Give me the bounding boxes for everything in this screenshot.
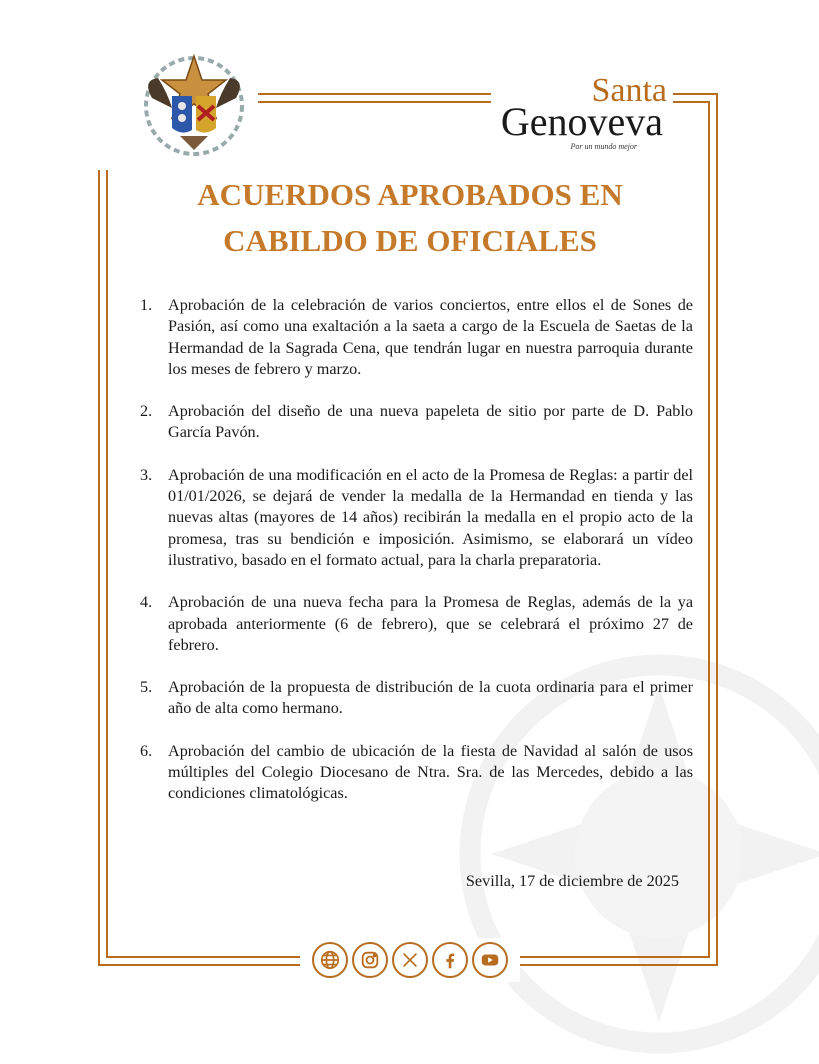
signature-date: Sevilla, 17 de diciembre de 2025 [465,872,679,890]
list-item [140,401,693,444]
globe-icon[interactable] [312,942,348,978]
brand-santa: Santa [591,72,667,109]
x-icon[interactable] [392,942,428,978]
youtube-icon[interactable] [472,942,508,978]
facebook-icon[interactable] [432,942,468,978]
item-number: 4. [140,593,153,612]
brand-logo [491,74,673,151]
item-text: Aprobación de la propuesta de distribución de la cuota ordinaria para el primer año de alta como hermano. [168,678,693,718]
item-text: Aprobación del diseño de una nueva papeleta de sitio por parte de D. Pablo García Pavón. [168,402,693,442]
item-text: Aprobación de una nueva fecha para la Promesa de Reglas, además de la ya aprobada anteriormente (6 de febrero), que se celebrará el próximo 27 de febrero. [168,593,693,654]
item-text: Aprobación del cambio de ubicación de la fiesta de Navidad al salón de usos múltiples del Colegio Diocesano de Ntra. Sra. de las Mercedes, debido a las condiciones climatológicas. [168,741,693,803]
brotherhood-crest-logo [138,50,250,162]
item-number: 2. [140,402,153,421]
list-item [140,677,693,720]
item-text: Aprobación de una modificación en el acto de la Promesa de Reglas: a partir del 01/01/2026, se dejará de vender la medalla de la Hermandad en tienda y las nuevas altas (mayores de 14 años) recibirán la medalla en el propio acto de la promesa, tras su bendición e imposición. Asimismo, se elaborará un vídeo ilustrativo, basado en el formato actual, para la charla preparatoria. [168,465,693,569]
title-line-1: ACUERDOS APROBADOS EN [197,177,623,212]
title-line-2: CABILDO DE OFICIALES [223,223,597,258]
brand-tagline: Por un mundo mejor [570,142,637,151]
item-text: Aprobación de la celebración de varios conciertos, entre ellos el de Sones de Pasión, así como una exaltación a la saeta a cargo de la Escuela de Saetas de la Hermandad de la Sagrada Cena, que tendrán lugar en nuestra parroquia durante los meses de febrero y marzo. [168,296,693,378]
brand-genoveva: Genoveva [500,99,663,144]
item-number: 5. [140,678,153,697]
agreements-list [140,295,693,826]
list-item [140,592,693,656]
list-item [140,741,693,805]
social-links [300,938,520,982]
document-title [120,172,700,264]
list-item [140,465,693,571]
item-number: 6. [140,741,153,760]
item-number: 1. [140,296,153,314]
item-number: 3. [140,465,153,484]
instagram-icon[interactable] [352,942,388,978]
list-item [140,295,693,380]
